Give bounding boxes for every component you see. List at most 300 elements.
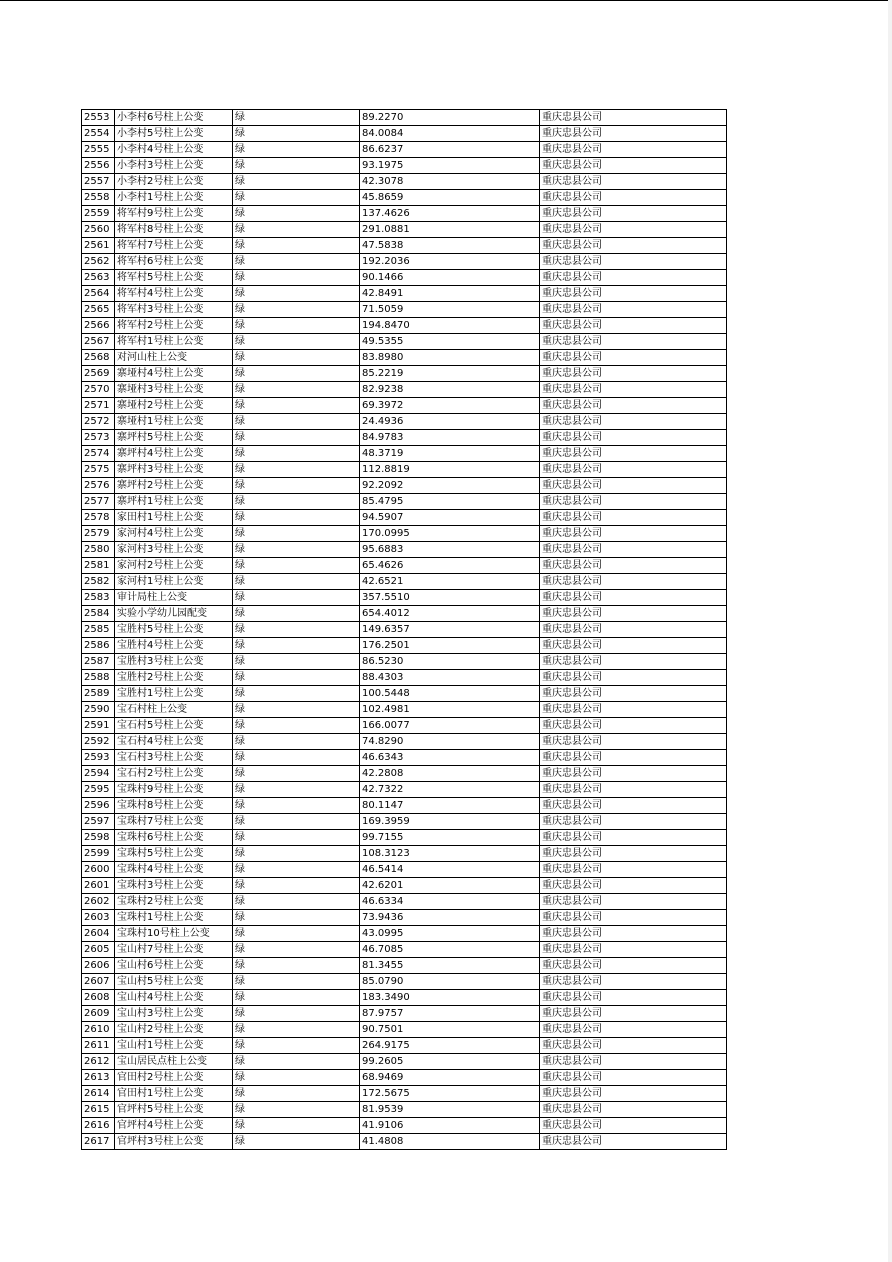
- transformer-name-cell: 将军村4号柱上公变: [115, 286, 233, 302]
- company-cell: 重庆忠县公司: [540, 174, 727, 190]
- company-cell: 重庆忠县公司: [540, 894, 727, 910]
- row-id-cell: 2614: [82, 1086, 115, 1102]
- status-color-cell: 绿: [233, 446, 360, 462]
- company-cell: 重庆忠县公司: [540, 430, 727, 446]
- status-color-cell: 绿: [233, 270, 360, 286]
- status-color-cell: 绿: [233, 638, 360, 654]
- status-color-cell: 绿: [233, 430, 360, 446]
- transformer-name-cell: 宝珠村1号柱上公变: [115, 910, 233, 926]
- status-color-cell: 绿: [233, 702, 360, 718]
- company-cell: 重庆忠县公司: [540, 366, 727, 382]
- company-cell: 重庆忠县公司: [540, 350, 727, 366]
- company-cell: 重庆忠县公司: [540, 254, 727, 270]
- value-cell: 46.6334: [360, 894, 540, 910]
- transformer-name-cell: 将军村2号柱上公变: [115, 318, 233, 334]
- status-color-cell: 绿: [233, 846, 360, 862]
- transformer-name-cell: 寨坪村5号柱上公变: [115, 430, 233, 446]
- status-color-cell: 绿: [233, 1038, 360, 1054]
- status-color-cell: 绿: [233, 478, 360, 494]
- table-body: [82, 110, 727, 1150]
- company-cell: 重庆忠县公司: [540, 270, 727, 286]
- transformer-name-cell: 宝珠村7号柱上公变: [115, 814, 233, 830]
- status-color-cell: 绿: [233, 1086, 360, 1102]
- row-id-cell: 2602: [82, 894, 115, 910]
- transformer-name-cell: 将军村3号柱上公变: [115, 302, 233, 318]
- value-cell: 176.2501: [360, 638, 540, 654]
- row-id-cell: 2580: [82, 542, 115, 558]
- company-cell: 重庆忠县公司: [540, 542, 727, 558]
- transformer-table: [81, 109, 727, 1150]
- value-cell: 49.5355: [360, 334, 540, 350]
- row-id-cell: 2573: [82, 430, 115, 446]
- value-cell: 41.4808: [360, 1134, 540, 1150]
- value-cell: 100.5448: [360, 686, 540, 702]
- transformer-name-cell: 审计局柱上公变: [115, 590, 233, 606]
- row-id-cell: 2566: [82, 318, 115, 334]
- status-color-cell: 绿: [233, 574, 360, 590]
- row-id-cell: 2557: [82, 174, 115, 190]
- value-cell: 85.2219: [360, 366, 540, 382]
- transformer-name-cell: 小李村4号柱上公变: [115, 142, 233, 158]
- row-id-cell: 2610: [82, 1022, 115, 1038]
- status-color-cell: 绿: [233, 318, 360, 334]
- company-cell: 重庆忠县公司: [540, 206, 727, 222]
- row-id-cell: 2611: [82, 1038, 115, 1054]
- status-color-cell: 绿: [233, 1102, 360, 1118]
- row-id-cell: 2571: [82, 398, 115, 414]
- value-cell: 45.8659: [360, 190, 540, 206]
- company-cell: 重庆忠县公司: [540, 654, 727, 670]
- table-row: [82, 830, 727, 846]
- row-id-cell: 2607: [82, 974, 115, 990]
- value-cell: 42.8491: [360, 286, 540, 302]
- company-cell: 重庆忠县公司: [540, 670, 727, 686]
- table-row: [82, 1070, 727, 1086]
- table-row: [82, 1102, 727, 1118]
- value-cell: 170.0995: [360, 526, 540, 542]
- row-id-cell: 2604: [82, 926, 115, 942]
- company-cell: 重庆忠县公司: [540, 686, 727, 702]
- status-color-cell: 绿: [233, 1070, 360, 1086]
- company-cell: 重庆忠县公司: [540, 190, 727, 206]
- company-cell: 重庆忠县公司: [540, 158, 727, 174]
- table-row: [82, 1086, 727, 1102]
- status-color-cell: 绿: [233, 302, 360, 318]
- company-cell: 重庆忠县公司: [540, 750, 727, 766]
- company-cell: 重庆忠县公司: [540, 782, 727, 798]
- table-row: [82, 126, 727, 142]
- transformer-name-cell: 宝山村6号柱上公变: [115, 958, 233, 974]
- row-id-cell: 2606: [82, 958, 115, 974]
- company-cell: 重庆忠县公司: [540, 734, 727, 750]
- company-cell: 重庆忠县公司: [540, 462, 727, 478]
- transformer-name-cell: 小李村2号柱上公变: [115, 174, 233, 190]
- transformer-name-cell: 宝石村3号柱上公变: [115, 750, 233, 766]
- company-cell: 重庆忠县公司: [540, 846, 727, 862]
- row-id-cell: 2563: [82, 270, 115, 286]
- row-id-cell: 2586: [82, 638, 115, 654]
- row-id-cell: 2578: [82, 510, 115, 526]
- status-color-cell: 绿: [233, 990, 360, 1006]
- transformer-name-cell: 官田村1号柱上公变: [115, 1086, 233, 1102]
- table-row: [82, 622, 727, 638]
- company-cell: 重庆忠县公司: [540, 478, 727, 494]
- transformer-name-cell: 宝珠村10号柱上公变: [115, 926, 233, 942]
- status-color-cell: 绿: [233, 1022, 360, 1038]
- value-cell: 86.5230: [360, 654, 540, 670]
- table-row: [82, 158, 727, 174]
- row-id-cell: 2562: [82, 254, 115, 270]
- value-cell: 81.9539: [360, 1102, 540, 1118]
- value-cell: 42.2808: [360, 766, 540, 782]
- transformer-name-cell: 宝珠村5号柱上公变: [115, 846, 233, 862]
- company-cell: 重庆忠县公司: [540, 830, 727, 846]
- status-color-cell: 绿: [233, 510, 360, 526]
- status-color-cell: 绿: [233, 142, 360, 158]
- transformer-name-cell: 将军村5号柱上公变: [115, 270, 233, 286]
- row-id-cell: 2615: [82, 1102, 115, 1118]
- table-row: [82, 894, 727, 910]
- table-row: [82, 670, 727, 686]
- value-cell: 99.7155: [360, 830, 540, 846]
- status-color-cell: 绿: [233, 1054, 360, 1070]
- status-color-cell: 绿: [233, 286, 360, 302]
- table-row: [82, 110, 727, 126]
- company-cell: 重庆忠县公司: [540, 862, 727, 878]
- row-id-cell: 2605: [82, 942, 115, 958]
- status-color-cell: 绿: [233, 254, 360, 270]
- row-id-cell: 2603: [82, 910, 115, 926]
- transformer-name-cell: 官坪村5号柱上公变: [115, 1102, 233, 1118]
- value-cell: 46.5414: [360, 862, 540, 878]
- status-color-cell: 绿: [233, 686, 360, 702]
- table-row: [82, 750, 727, 766]
- value-cell: 43.0995: [360, 926, 540, 942]
- transformer-name-cell: 家河村1号柱上公变: [115, 574, 233, 590]
- table-row: [82, 1022, 727, 1038]
- status-color-cell: 绿: [233, 526, 360, 542]
- table-row: [82, 366, 727, 382]
- row-id-cell: 2617: [82, 1134, 115, 1150]
- transformer-name-cell: 宝石村5号柱上公变: [115, 718, 233, 734]
- table-row: [82, 510, 727, 526]
- company-cell: 重庆忠县公司: [540, 446, 727, 462]
- table-row: [82, 942, 727, 958]
- table-row: [82, 574, 727, 590]
- transformer-name-cell: 小李村3号柱上公变: [115, 158, 233, 174]
- table-row: [82, 494, 727, 510]
- status-color-cell: 绿: [233, 910, 360, 926]
- table-row: [82, 1038, 727, 1054]
- row-id-cell: 2588: [82, 670, 115, 686]
- transformer-name-cell: 寨坪村3号柱上公变: [115, 462, 233, 478]
- row-id-cell: 2593: [82, 750, 115, 766]
- transformer-name-cell: 寨坪村4号柱上公变: [115, 446, 233, 462]
- status-color-cell: 绿: [233, 174, 360, 190]
- table-row: [82, 318, 727, 334]
- transformer-name-cell: 将军村6号柱上公变: [115, 254, 233, 270]
- company-cell: 重庆忠县公司: [540, 638, 727, 654]
- row-id-cell: 2589: [82, 686, 115, 702]
- table-row: [82, 782, 727, 798]
- status-color-cell: 绿: [233, 590, 360, 606]
- value-cell: 42.6521: [360, 574, 540, 590]
- status-color-cell: 绿: [233, 734, 360, 750]
- row-id-cell: 2612: [82, 1054, 115, 1070]
- value-cell: 81.3455: [360, 958, 540, 974]
- table-row: [82, 398, 727, 414]
- value-cell: 102.4981: [360, 702, 540, 718]
- company-cell: 重庆忠县公司: [540, 494, 727, 510]
- company-cell: 重庆忠县公司: [540, 590, 727, 606]
- value-cell: 73.9436: [360, 910, 540, 926]
- company-cell: 重庆忠县公司: [540, 1054, 727, 1070]
- company-cell: 重庆忠县公司: [540, 222, 727, 238]
- value-cell: 108.3123: [360, 846, 540, 862]
- status-color-cell: 绿: [233, 830, 360, 846]
- status-color-cell: 绿: [233, 814, 360, 830]
- row-id-cell: 2572: [82, 414, 115, 430]
- table-row: [82, 862, 727, 878]
- transformer-name-cell: 宝胜村3号柱上公变: [115, 654, 233, 670]
- status-color-cell: 绿: [233, 798, 360, 814]
- status-color-cell: 绿: [233, 414, 360, 430]
- table-row: [82, 1006, 727, 1022]
- status-color-cell: 绿: [233, 494, 360, 510]
- transformer-name-cell: 宝山村2号柱上公变: [115, 1022, 233, 1038]
- transformer-name-cell: 宝石村4号柱上公变: [115, 734, 233, 750]
- value-cell: 92.2092: [360, 478, 540, 494]
- company-cell: 重庆忠县公司: [540, 1102, 727, 1118]
- row-id-cell: 2565: [82, 302, 115, 318]
- company-cell: 重庆忠县公司: [540, 606, 727, 622]
- table-row: [82, 254, 727, 270]
- value-cell: 65.4626: [360, 558, 540, 574]
- transformer-name-cell: 小李村1号柱上公变: [115, 190, 233, 206]
- value-cell: 68.9469: [360, 1070, 540, 1086]
- status-color-cell: 绿: [233, 334, 360, 350]
- table-row: [82, 910, 727, 926]
- row-id-cell: 2553: [82, 110, 115, 126]
- value-cell: 42.7322: [360, 782, 540, 798]
- transformer-name-cell: 小李村6号柱上公变: [115, 110, 233, 126]
- table-row: [82, 174, 727, 190]
- transformer-name-cell: 宝胜村1号柱上公变: [115, 686, 233, 702]
- table-row: [82, 382, 727, 398]
- company-cell: 重庆忠县公司: [540, 286, 727, 302]
- row-id-cell: 2560: [82, 222, 115, 238]
- transformer-name-cell: 宝胜村4号柱上公变: [115, 638, 233, 654]
- transformer-name-cell: 宝珠村8号柱上公变: [115, 798, 233, 814]
- row-id-cell: 2584: [82, 606, 115, 622]
- transformer-name-cell: 家河村3号柱上公变: [115, 542, 233, 558]
- value-cell: 192.2036: [360, 254, 540, 270]
- value-cell: 46.7085: [360, 942, 540, 958]
- company-cell: 重庆忠县公司: [540, 974, 727, 990]
- transformer-name-cell: 官田村2号柱上公变: [115, 1070, 233, 1086]
- company-cell: 重庆忠县公司: [540, 1038, 727, 1054]
- value-cell: 291.0881: [360, 222, 540, 238]
- table-row: [82, 446, 727, 462]
- value-cell: 69.3972: [360, 398, 540, 414]
- transformer-name-cell: 家田村1号柱上公变: [115, 510, 233, 526]
- value-cell: 149.6357: [360, 622, 540, 638]
- company-cell: 重庆忠县公司: [540, 1086, 727, 1102]
- company-cell: 重庆忠县公司: [540, 558, 727, 574]
- company-cell: 重庆忠县公司: [540, 958, 727, 974]
- status-color-cell: 绿: [233, 542, 360, 558]
- value-cell: 654.4012: [360, 606, 540, 622]
- transformer-name-cell: 寨垭村3号柱上公变: [115, 382, 233, 398]
- row-id-cell: 2575: [82, 462, 115, 478]
- status-color-cell: 绿: [233, 766, 360, 782]
- transformer-name-cell: 寨垭村2号柱上公变: [115, 398, 233, 414]
- company-cell: 重庆忠县公司: [540, 302, 727, 318]
- status-color-cell: 绿: [233, 862, 360, 878]
- row-id-cell: 2582: [82, 574, 115, 590]
- value-cell: 71.5059: [360, 302, 540, 318]
- value-cell: 264.9175: [360, 1038, 540, 1054]
- table-row: [82, 1054, 727, 1070]
- row-id-cell: 2592: [82, 734, 115, 750]
- table-row: [82, 654, 727, 670]
- page-right-margin: [888, 0, 892, 1262]
- value-cell: 42.3078: [360, 174, 540, 190]
- company-cell: 重庆忠县公司: [540, 718, 727, 734]
- transformer-name-cell: 将军村7号柱上公变: [115, 238, 233, 254]
- value-cell: 94.5907: [360, 510, 540, 526]
- company-cell: 重庆忠县公司: [540, 1134, 727, 1150]
- transformer-name-cell: 宝山居民点柱上公变: [115, 1054, 233, 1070]
- status-color-cell: 绿: [233, 366, 360, 382]
- table-row: [82, 974, 727, 990]
- status-color-cell: 绿: [233, 654, 360, 670]
- row-id-cell: 2558: [82, 190, 115, 206]
- status-color-cell: 绿: [233, 1118, 360, 1134]
- company-cell: 重庆忠县公司: [540, 926, 727, 942]
- transformer-name-cell: 家河村2号柱上公变: [115, 558, 233, 574]
- transformer-name-cell: 宝胜村2号柱上公变: [115, 670, 233, 686]
- page-top-border: [0, 0, 892, 1]
- transformer-name-cell: 寨坪村2号柱上公变: [115, 478, 233, 494]
- value-cell: 42.6201: [360, 878, 540, 894]
- value-cell: 95.6883: [360, 542, 540, 558]
- status-color-cell: 绿: [233, 782, 360, 798]
- company-cell: 重庆忠县公司: [540, 126, 727, 142]
- value-cell: 74.8290: [360, 734, 540, 750]
- table-row: [82, 414, 727, 430]
- table-row: [82, 190, 727, 206]
- table-row: [82, 814, 727, 830]
- transformer-name-cell: 家河村4号柱上公变: [115, 526, 233, 542]
- status-color-cell: 绿: [233, 926, 360, 942]
- status-color-cell: 绿: [233, 942, 360, 958]
- transformer-name-cell: 将军村9号柱上公变: [115, 206, 233, 222]
- transformer-name-cell: 宝石村2号柱上公变: [115, 766, 233, 782]
- row-id-cell: 2574: [82, 446, 115, 462]
- value-cell: 48.3719: [360, 446, 540, 462]
- table-row: [82, 926, 727, 942]
- row-id-cell: 2581: [82, 558, 115, 574]
- transformer-name-cell: 宝山村7号柱上公变: [115, 942, 233, 958]
- value-cell: 84.9783: [360, 430, 540, 446]
- status-color-cell: 绿: [233, 398, 360, 414]
- status-color-cell: 绿: [233, 974, 360, 990]
- table-row: [82, 526, 727, 542]
- company-cell: 重庆忠县公司: [540, 110, 727, 126]
- row-id-cell: 2559: [82, 206, 115, 222]
- company-cell: 重庆忠县公司: [540, 910, 727, 926]
- table-row: [82, 142, 727, 158]
- table-row: [82, 798, 727, 814]
- table-row: [82, 702, 727, 718]
- value-cell: 166.0077: [360, 718, 540, 734]
- transformer-name-cell: 宝石村柱上公变: [115, 702, 233, 718]
- status-color-cell: 绿: [233, 750, 360, 766]
- status-color-cell: 绿: [233, 382, 360, 398]
- transformer-name-cell: 宝珠村4号柱上公变: [115, 862, 233, 878]
- transformer-name-cell: 寨坪村1号柱上公变: [115, 494, 233, 510]
- value-cell: 80.1147: [360, 798, 540, 814]
- company-cell: 重庆忠县公司: [540, 814, 727, 830]
- value-cell: 93.1975: [360, 158, 540, 174]
- transformer-name-cell: 宝胜村5号柱上公变: [115, 622, 233, 638]
- table-row: [82, 334, 727, 350]
- transformer-name-cell: 宝珠村2号柱上公变: [115, 894, 233, 910]
- transformer-name-cell: 实验小学幼儿园配变: [115, 606, 233, 622]
- company-cell: 重庆忠县公司: [540, 878, 727, 894]
- row-id-cell: 2616: [82, 1118, 115, 1134]
- value-cell: 172.5675: [360, 1086, 540, 1102]
- company-cell: 重庆忠县公司: [540, 382, 727, 398]
- company-cell: 重庆忠县公司: [540, 414, 727, 430]
- status-color-cell: 绿: [233, 238, 360, 254]
- table-row: [82, 1118, 727, 1134]
- status-color-cell: 绿: [233, 622, 360, 638]
- transformer-name-cell: 官坪村4号柱上公变: [115, 1118, 233, 1134]
- status-color-cell: 绿: [233, 350, 360, 366]
- table-row: [82, 878, 727, 894]
- transformer-name-cell: 对河山柱上公变: [115, 350, 233, 366]
- company-cell: 重庆忠县公司: [540, 334, 727, 350]
- row-id-cell: 2594: [82, 766, 115, 782]
- value-cell: 194.8470: [360, 318, 540, 334]
- value-cell: 82.9238: [360, 382, 540, 398]
- row-id-cell: 2556: [82, 158, 115, 174]
- row-id-cell: 2570: [82, 382, 115, 398]
- table-row: [82, 766, 727, 782]
- value-cell: 89.2270: [360, 110, 540, 126]
- table-row: [82, 734, 727, 750]
- value-cell: 85.4795: [360, 494, 540, 510]
- value-cell: 183.3490: [360, 990, 540, 1006]
- company-cell: 重庆忠县公司: [540, 1070, 727, 1086]
- value-cell: 169.3959: [360, 814, 540, 830]
- company-cell: 重庆忠县公司: [540, 622, 727, 638]
- row-id-cell: 2599: [82, 846, 115, 862]
- value-cell: 90.1466: [360, 270, 540, 286]
- table-row: [82, 590, 727, 606]
- status-color-cell: 绿: [233, 462, 360, 478]
- company-cell: 重庆忠县公司: [540, 798, 727, 814]
- transformer-name-cell: 寨垭村4号柱上公变: [115, 366, 233, 382]
- row-id-cell: 2585: [82, 622, 115, 638]
- table-row: [82, 990, 727, 1006]
- table-row: [82, 302, 727, 318]
- row-id-cell: 2561: [82, 238, 115, 254]
- row-id-cell: 2598: [82, 830, 115, 846]
- row-id-cell: 2608: [82, 990, 115, 1006]
